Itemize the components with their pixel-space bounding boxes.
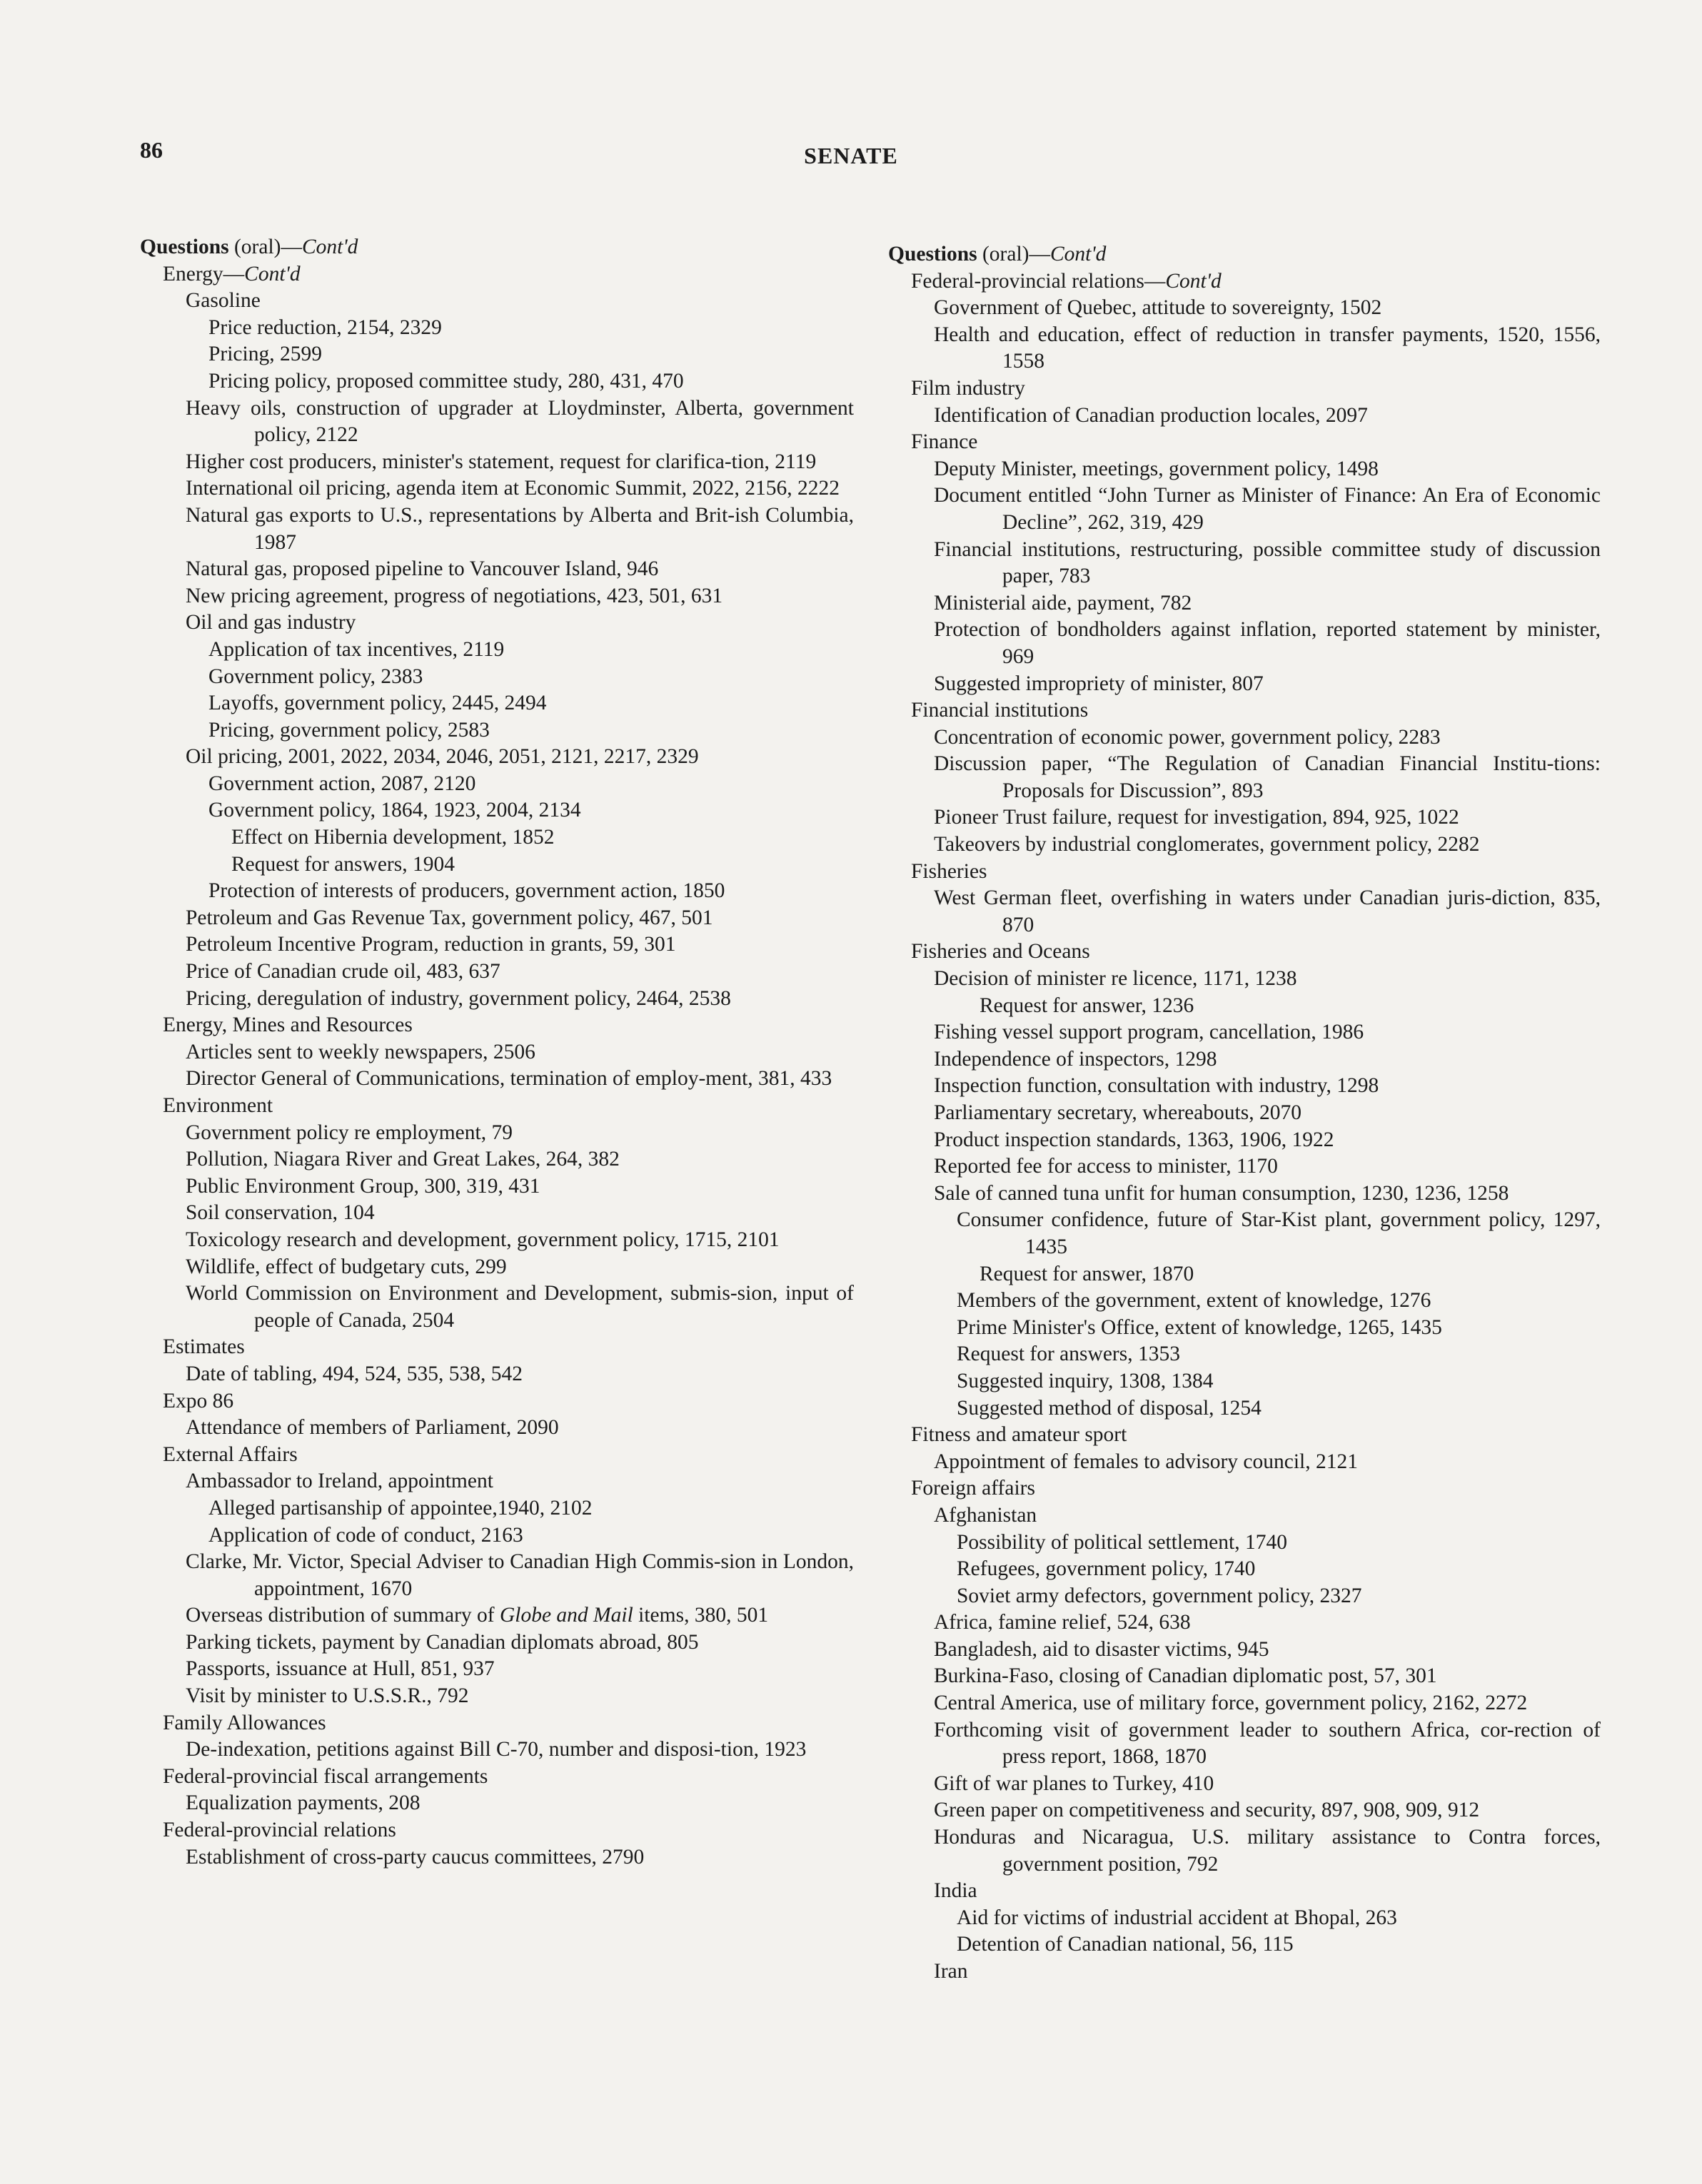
entry-text: India: [934, 1879, 977, 1903]
index-entry: [888, 1127, 1601, 1154]
entry-text: Overseas distribution of summary of: [186, 1604, 500, 1627]
entry-text: Effect on Hibernia development, 1852: [231, 826, 555, 849]
index-entry: [888, 1905, 1601, 1932]
index-entry: [888, 751, 1601, 804]
entry-text: Cont'd: [244, 262, 301, 285]
index-entry: [140, 959, 854, 986]
entry-text: Petroleum Incentive Program, reduction in grants, 59, 301: [186, 933, 676, 956]
index-entry: [140, 1093, 854, 1120]
index-entry: [140, 1549, 854, 1602]
entry-text: items, 380, 501: [633, 1604, 769, 1627]
entry-text: Inspection function, consultation with industry, 1298: [934, 1074, 1379, 1098]
entry-text: Forthcoming visit of government leader to southern Africa, cor-rection of press report, 1868, 1870: [934, 1718, 1601, 1769]
index-entry: [888, 1502, 1601, 1530]
index-entry: [140, 878, 854, 905]
entry-text: Wildlife, effect of budgetary cuts, 299: [186, 1255, 507, 1278]
index-entry: [888, 993, 1601, 1020]
entry-text: Document entitled “John Turner as Minister of Finance: An Era of Economic Decline”, 262, 319, 429: [934, 484, 1601, 534]
entry-text: Pricing, government policy, 2583: [208, 718, 490, 742]
index-entry: [888, 1958, 1601, 1986]
entry-text: Questions: [140, 236, 229, 258]
entry-text: Pioneer Trust failure, request for investigation, 894, 925, 1022: [934, 806, 1459, 829]
entry-text: Passports, issuance at Hull, 851, 937: [186, 1657, 495, 1681]
index-entry: [140, 1039, 854, 1066]
index-entry: [888, 617, 1601, 670]
index-entry: [140, 368, 854, 395]
index-entry: [140, 1522, 854, 1549]
index-entry: [140, 1736, 854, 1764]
index-entry: [140, 449, 854, 476]
index-entry: [888, 537, 1601, 590]
index-entry: [140, 556, 854, 583]
index-entry: [140, 395, 854, 449]
index-entry: [888, 939, 1601, 966]
index-entry: [140, 1817, 854, 1844]
entry-text: Director General of Communications, termination of employ-ment, 381, 433: [186, 1067, 832, 1091]
index-entry: [140, 1415, 854, 1442]
index-column-left: [140, 234, 854, 1871]
entry-text: Consumer confidence, future of Star-Kist plant, government policy, 1297, 1435: [957, 1208, 1601, 1258]
index-entry: [140, 1790, 854, 1817]
index-entry: [140, 824, 854, 851]
entry-text: Public Environment Group, 300, 319, 431: [186, 1174, 540, 1198]
index-entry: [888, 966, 1601, 993]
entry-text: Expo 86: [163, 1389, 234, 1412]
entry-text: Fisheries and Oceans: [911, 940, 1090, 964]
index-entry: [888, 429, 1601, 456]
index-entry: [888, 1153, 1601, 1181]
entry-text: Natural gas exports to U.S., representations by Alberta and Brit-ish Columbia, 1987: [186, 503, 854, 554]
entry-text: Identification of Canadian production locales, 2097: [934, 403, 1368, 427]
entry-text: Layoffs, government policy, 2445, 2494: [208, 692, 547, 715]
index-entry: [140, 288, 854, 315]
entry-text: Federal-provincial relations: [163, 1819, 396, 1842]
entry-text: Parliamentary secretary, whereabouts, 2070: [934, 1101, 1301, 1124]
entry-text: Product inspection standards, 1363, 1906, 1922: [934, 1128, 1334, 1151]
index-entry: [140, 475, 854, 502]
entry-text: Aid for victims of industrial accident at Bhopal, 263: [957, 1906, 1397, 1929]
entry-text: Soviet army defectors, government policy, 2327: [957, 1584, 1362, 1607]
index-column-right: [888, 241, 1601, 1986]
index-entry: [888, 1422, 1601, 1449]
index-entry: [140, 1656, 854, 1683]
entry-text: Gift of war planes to Turkey, 410: [934, 1771, 1214, 1795]
entry-text: Estimates: [163, 1335, 245, 1359]
entry-text: Detention of Canadian national, 56, 115: [957, 1933, 1294, 1956]
entry-text: Higher cost producers, minister's statement, request for clarifica-tion, 2119: [186, 450, 817, 473]
entry-text: Cont'd: [1165, 269, 1222, 293]
entry-text: Suggested method of disposal, 1254: [957, 1396, 1262, 1420]
entry-text: Toxicology research and development, government policy, 1715, 2101: [186, 1228, 780, 1251]
entry-text: Green paper on competitiveness and security, 897, 908, 909, 912: [934, 1799, 1480, 1822]
entry-text: Cont'd: [1049, 243, 1107, 266]
entry-text: Request for answer, 1236: [980, 994, 1194, 1017]
index-entry: [888, 375, 1601, 403]
index-entry: [888, 1261, 1601, 1288]
index-entry: [140, 1254, 854, 1281]
entry-text: Suggested inquiry, 1308, 1384: [957, 1369, 1214, 1392]
entry-text: New pricing agreement, progress of negotiations, 423, 501, 631: [186, 584, 723, 607]
index-entry: [140, 1629, 854, 1657]
entry-text: West German fleet, overfishing in waters under Canadian juris-diction, 835, 870: [934, 886, 1601, 936]
index-entry: [140, 1683, 854, 1710]
index-entry: [888, 831, 1601, 859]
entry-text: Parking tickets, payment by Canadian diplomats abroad, 805: [186, 1630, 699, 1654]
index-entry: [888, 1181, 1601, 1208]
entry-text: Fisheries: [911, 859, 987, 883]
entry-text: Date of tabling, 494, 524, 535, 538, 542: [186, 1362, 523, 1385]
entry-text: Refugees, government policy, 1740: [957, 1557, 1256, 1581]
entry-text: (oral)—: [228, 236, 302, 258]
index-entry: [140, 717, 854, 744]
index-entry: [888, 1797, 1601, 1824]
entry-text: Discussion paper, “The Regulation of Canadian Financial Institu-tions: Proposals for Discussion”, 893: [934, 752, 1601, 802]
index-entry: [888, 671, 1601, 698]
entry-text: Honduras and Nicaragua, U.S. military assistance to Contra forces, government position, 792: [934, 1826, 1601, 1876]
entry-text: Energy—: [163, 262, 245, 285]
index-entry: [888, 1315, 1601, 1342]
index-entry: [888, 456, 1601, 483]
entry-text: Application of code of conduct, 2163: [208, 1523, 523, 1547]
entry-text: Burkina-Faso, closing of Canadian diplomatic post, 57, 301: [934, 1664, 1437, 1688]
entry-text: Iran: [934, 1960, 968, 1983]
entry-text: Decision of minister re licence, 1171, 1238: [934, 967, 1297, 991]
index-entry: [140, 502, 854, 556]
index-entry: [888, 1878, 1601, 1905]
entry-text: Reported fee for access to minister, 1170: [934, 1155, 1278, 1178]
index-entry: [888, 1073, 1601, 1100]
index-entry: [888, 804, 1601, 831]
index-entry: [140, 1468, 854, 1495]
entry-text: Request for answer, 1870: [980, 1262, 1194, 1285]
index-entry: [140, 315, 854, 342]
index-entry: [888, 403, 1601, 430]
index-entry: [888, 1288, 1601, 1315]
index-entry: [140, 1844, 854, 1871]
entry-text: Articles sent to weekly newspapers, 2506: [186, 1040, 535, 1063]
entry-text: Financial institutions: [911, 699, 1089, 722]
index-entry: [140, 1066, 854, 1093]
index-entry: [888, 885, 1601, 939]
index-entry: [140, 1764, 854, 1791]
entry-text: Petroleum and Gas Revenue Tax, government policy, 467, 501: [186, 906, 713, 929]
index-entry: [140, 1388, 854, 1415]
entry-text: Film industry: [911, 376, 1025, 400]
index-entry: [140, 637, 854, 664]
index-entry: [888, 1931, 1601, 1958]
entry-text: Visit by minister to U.S.S.R., 792: [186, 1684, 469, 1708]
index-entry: [140, 1334, 854, 1361]
page-number: 86: [140, 137, 163, 163]
entry-text: Federal-provincial fiscal arrangements: [163, 1764, 488, 1788]
entry-text: Questions: [888, 243, 977, 266]
entry-text: Financial institutions, restructuring, possible committee study of discussion paper, 783: [934, 537, 1601, 588]
index-entry: [140, 797, 854, 824]
entry-text: Deputy Minister, meetings, government policy, 1498: [934, 457, 1379, 480]
entry-text: External Affairs: [163, 1442, 298, 1466]
entry-text: Clarke, Mr. Victor, Special Adviser to Canadian High Commis-sion in London, appointment, 1670: [186, 1550, 854, 1600]
index-entry: [140, 1495, 854, 1522]
entry-text: Energy, Mines and Resources: [163, 1013, 413, 1037]
entry-text: Pricing policy, proposed committee study, 280, 431, 470: [208, 369, 684, 393]
index-entry: [888, 322, 1601, 375]
entry-text: Soil conservation, 104: [186, 1201, 375, 1225]
index-entry: [888, 1046, 1601, 1073]
entry-text: Prime Minister's Office, extent of knowledge, 1265, 1435: [957, 1315, 1442, 1339]
entry-text: Government action, 2087, 2120: [208, 772, 476, 795]
entry-text: Government policy re employment, 79: [186, 1121, 513, 1144]
entry-text: Afghanistan: [934, 1503, 1037, 1527]
index-entry: [140, 931, 854, 959]
index-entry: [140, 1120, 854, 1147]
entry-text: Heavy oils, construction of upgrader at Lloydminster, Alberta, government policy, 2122: [186, 396, 854, 447]
index-entry: [888, 295, 1601, 322]
index-entry: [140, 610, 854, 637]
entry-text: Protection of bondholders against inflation, reported statement by minister, 969: [934, 618, 1601, 668]
index-entry: [140, 1602, 854, 1629]
entry-text: Members of the government, extent of knowledge, 1276: [957, 1289, 1431, 1313]
entry-text: Central America, use of military force, government policy, 2162, 2272: [934, 1692, 1528, 1715]
entry-text: Price of Canadian crude oil, 483, 637: [186, 960, 500, 984]
index-entry: [888, 1368, 1601, 1395]
entry-text: Protection of interests of producers, government action, 1850: [208, 879, 725, 903]
index-entry: [140, 1227, 854, 1254]
entry-text: Ministerial aide, payment, 782: [934, 591, 1192, 615]
index-entry: [140, 690, 854, 717]
entry-text: Fishing vessel support program, cancellation, 1986: [934, 1021, 1364, 1044]
index-entry: [888, 1663, 1601, 1690]
entry-text: Oil and gas industry: [186, 611, 356, 635]
entry-text: Government of Quebec, attitude to sovereignty, 1502: [934, 296, 1382, 320]
entry-text: Finance: [911, 430, 978, 454]
index-entry: [888, 1530, 1601, 1557]
entry-text: Gasoline: [186, 289, 261, 313]
entry-text: Alleged partisanship of appointee,1940, 2102: [208, 1496, 593, 1520]
entry-text: Ambassador to Ireland, appointment: [186, 1470, 493, 1493]
index-entry: [140, 1146, 854, 1173]
index-entry: [888, 1207, 1601, 1260]
index-entry: [888, 1556, 1601, 1583]
index-entry: [140, 1200, 854, 1227]
entry-text: Request for answers, 1904: [231, 852, 455, 876]
entry-text: International oil pricing, agenda item at Economic Summit, 2022, 2156, 2222: [186, 477, 840, 500]
index-entry: [140, 905, 854, 932]
index-entry: [888, 1475, 1601, 1502]
entry-text: Concentration of economic power, government policy, 2283: [934, 725, 1441, 749]
index-entry: [888, 482, 1601, 536]
index-entry: [888, 1717, 1601, 1771]
index-heading: [140, 234, 854, 261]
entry-text: Equalization payments, 208: [186, 1791, 421, 1815]
entry-text: De-indexation, petitions against Bill C-70, number and disposi-tion, 1923: [186, 1738, 807, 1761]
index-entry: [140, 664, 854, 691]
index-entry: [888, 1341, 1601, 1368]
entry-text: Establishment of cross-party caucus committees, 2790: [186, 1845, 645, 1869]
entry-text: Government policy, 2383: [208, 664, 423, 688]
index-entry: [888, 724, 1601, 752]
entry-text: Application of tax incentives, 2119: [208, 637, 505, 661]
entry-text: Foreign affairs: [911, 1477, 1035, 1500]
entry-text: Suggested impropriety of minister, 807: [934, 672, 1264, 695]
index-entry: [140, 341, 854, 368]
entry-text: Africa, famine relief, 524, 638: [934, 1611, 1191, 1634]
running-head: SENATE: [804, 143, 898, 168]
index-entry: [888, 1609, 1601, 1637]
index-entry: [140, 986, 854, 1013]
index-entry: [140, 583, 854, 610]
index-entry: [888, 1637, 1601, 1664]
index-entry: [888, 1019, 1601, 1046]
entry-text: World Commission on Environment and Development, submis-sion, input of people of Canada, 2504: [186, 1282, 854, 1332]
index-entry: [888, 1824, 1601, 1878]
index-entry: [140, 1361, 854, 1388]
entry-text: Oil pricing, 2001, 2022, 2034, 2046, 2051, 2121, 2217, 2329: [186, 745, 699, 769]
entry-text: Globe and Mail: [499, 1604, 633, 1627]
index-entry: [888, 1449, 1601, 1476]
entry-text: (oral)—: [977, 243, 1050, 266]
index-entry: [140, 851, 854, 879]
index-entry: [140, 744, 854, 771]
entry-text: Possibility of political settlement, 1740: [957, 1530, 1287, 1554]
entry-text: Government policy, 1864, 1923, 2004, 2134: [208, 799, 581, 822]
entry-text: Family Allowances: [163, 1711, 326, 1734]
entry-text: Sale of canned tuna unfit for human consumption, 1230, 1236, 1258: [934, 1181, 1509, 1205]
entry-text: Fitness and amateur sport: [911, 1423, 1127, 1447]
index-entry: [888, 268, 1601, 295]
entry-text: Attendance of members of Parliament, 2090: [186, 1416, 559, 1440]
entry-text: Pollution, Niagara River and Great Lakes, 264, 382: [186, 1148, 620, 1171]
index-entry: [140, 1710, 854, 1737]
index-entry: [888, 1771, 1601, 1798]
entry-text: Bangladesh, aid to disaster victims, 945: [934, 1637, 1269, 1661]
index-heading: [888, 241, 1601, 268]
index-entry: [888, 1583, 1601, 1610]
index-entry: [140, 261, 854, 288]
index-entry: [888, 1100, 1601, 1127]
entry-text: Natural gas, proposed pipeline to Vancouver Island, 946: [186, 557, 659, 581]
index-entry: [140, 771, 854, 798]
index-entry: [140, 1280, 854, 1334]
index-entry: [888, 697, 1601, 724]
entry-text: Pricing, deregulation of industry, government policy, 2464, 2538: [186, 986, 731, 1010]
entry-text: Federal-provincial relations—: [911, 269, 1166, 293]
entry-text: Appointment of females to advisory council, 2121: [934, 1450, 1358, 1473]
entry-text: Price reduction, 2154, 2329: [208, 315, 442, 339]
entry-text: Health and education, effect of reduction in transfer payments, 1520, 1556, 1558: [934, 323, 1601, 373]
index-entry: [888, 590, 1601, 617]
entry-text: Cont'd: [301, 236, 358, 258]
entry-text: Environment: [163, 1094, 273, 1117]
index-entry: [888, 859, 1601, 886]
index-entry: [888, 1690, 1601, 1717]
entry-text: Request for answers, 1353: [957, 1343, 1180, 1366]
index-entry: [140, 1442, 854, 1469]
entry-text: Pricing, 2599: [208, 343, 322, 366]
index-entry: [888, 1395, 1601, 1422]
entry-text: Independence of inspectors, 1298: [934, 1047, 1217, 1071]
index-entry: [140, 1012, 854, 1039]
entry-text: Takeovers by industrial conglomerates, government policy, 2282: [934, 833, 1480, 856]
index-entry: [140, 1173, 854, 1200]
